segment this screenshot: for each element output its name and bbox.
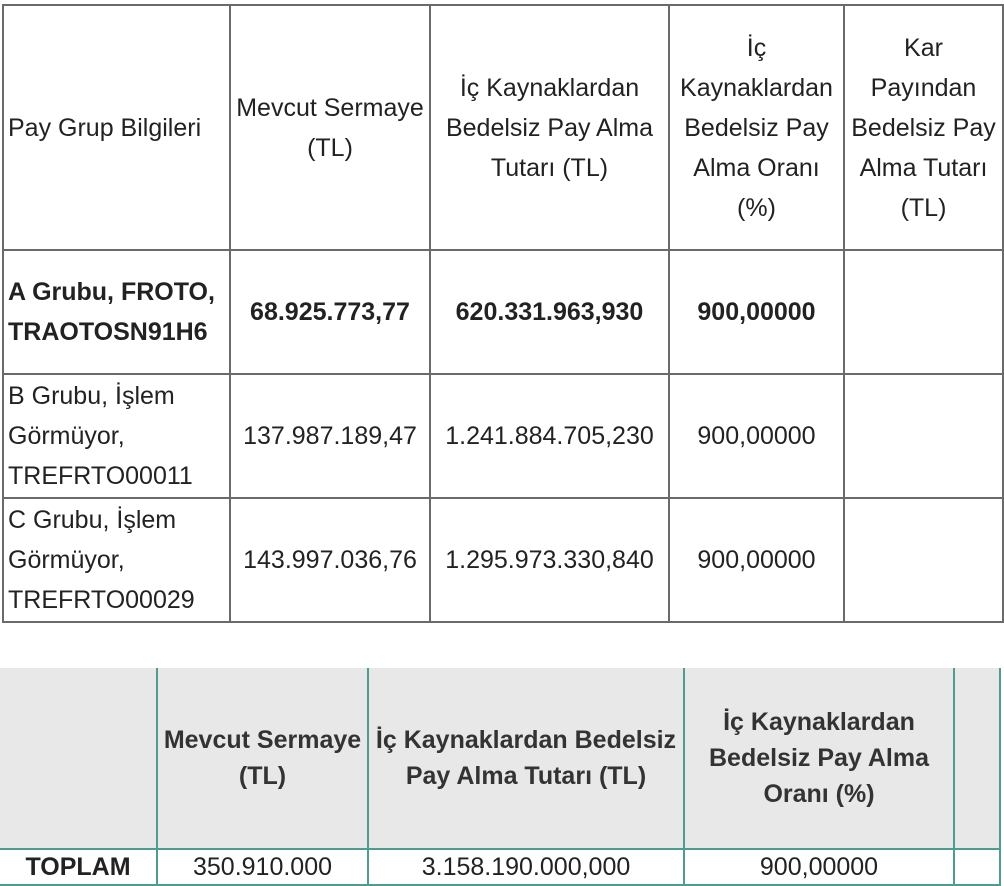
bonus-amount-cell: 1.295.973.330,840 xyxy=(430,498,669,622)
header-cell xyxy=(954,668,1000,849)
bonus-amount-cell: 1.241.884.705,230 xyxy=(430,374,669,498)
header-cell: İç Kaynaklardan Bedelsiz Pay Alma Oranı (%) xyxy=(669,5,844,250)
total-capital-cell: 350.910.000 xyxy=(157,849,368,885)
total-extra-cell xyxy=(954,849,1000,885)
totals-table xyxy=(0,668,1001,886)
header-cell: İç Kaynaklardan Bedelsiz Pay Alma Tutarı (TL) xyxy=(430,5,669,250)
bonus-rate-cell: 900,00000 xyxy=(669,498,844,622)
totals-header-row xyxy=(0,668,1000,849)
total-bonus-amount-cell: 3.158.190.000,000 xyxy=(368,849,684,885)
header-cell: Mevcut Sermaye (TL) xyxy=(157,668,368,849)
dividend-bonus-cell xyxy=(844,498,1003,622)
header-cell: Pay Grup Bilgileri xyxy=(3,5,230,250)
totals-row xyxy=(0,849,1000,885)
total-bonus-rate-cell: 900,00000 xyxy=(684,849,954,885)
group-cell: C Grubu, İşlem Görmüyor, TREFRTO00029 xyxy=(3,498,230,622)
header-cell: İç Kaynaklardan Bedelsiz Pay Alma Tutarı (TL) xyxy=(368,668,684,849)
total-label: TOPLAM xyxy=(0,849,157,885)
table-row xyxy=(3,374,1003,498)
group-cell: B Grubu, İşlem Görmüyor, TREFRTO00011 xyxy=(3,374,230,498)
dividend-bonus-cell xyxy=(844,250,1003,374)
capital-cell: 68.925.773,77 xyxy=(230,250,430,374)
dividend-bonus-cell xyxy=(844,374,1003,498)
capital-cell: 143.997.036,76 xyxy=(230,498,430,622)
capital-cell: 137.987.189,47 xyxy=(230,374,430,498)
header-cell: Kar Payından Bedelsiz Pay Alma Tutarı (TL) xyxy=(844,5,1003,250)
header-cell: İç Kaynaklardan Bedelsiz Pay Alma Oranı (%) xyxy=(684,668,954,849)
group-cell: A Grubu, FROTO, TRAOTOSN91H6 xyxy=(3,250,230,374)
table-header-row xyxy=(3,5,1003,250)
table-row xyxy=(3,498,1003,622)
table-row xyxy=(3,250,1003,374)
header-cell xyxy=(0,668,157,849)
header-cell: Mevcut Sermaye (TL) xyxy=(230,5,430,250)
share-group-table xyxy=(2,4,1004,623)
bonus-rate-cell: 900,00000 xyxy=(669,374,844,498)
bonus-rate-cell: 900,00000 xyxy=(669,250,844,374)
bonus-amount-cell: 620.331.963,930 xyxy=(430,250,669,374)
